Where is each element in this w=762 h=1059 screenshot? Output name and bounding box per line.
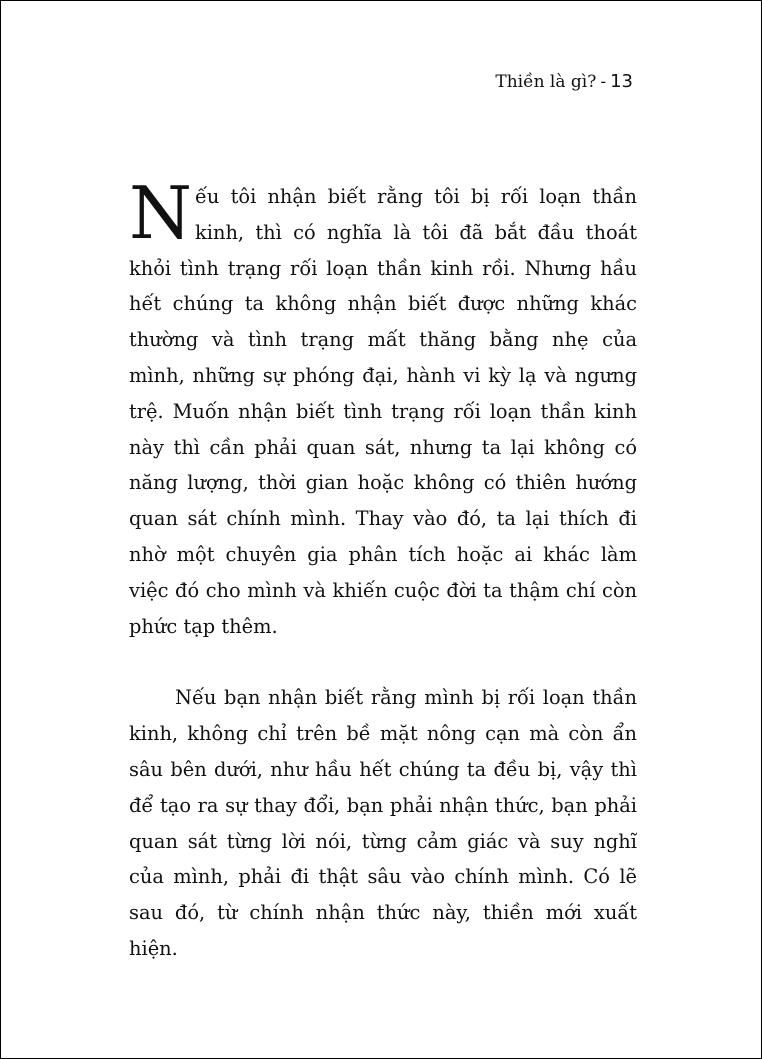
header-separator: - xyxy=(600,72,607,92)
paragraph-1-text: thì có nghĩa là tôi đã bắt đầu thoát khỏi tình trạng rối loạn thần kinh rồi. Nhưng hầu hết chúng ta không nhận biết được những khác thường và tình trạng mất thăng bằng nhẹ của mình, những sự phóng đại, hành vi kỳ lạ và ngưng trệ. Muốn nhận biết tình trạng rối loạn thần kinh này thì cần phải quan sát, nhưng ta lại không có năng lượng, thời gian hoặc không có thiên hướng quan sát chính mình. Thay vào đó, ta lại thích đi nhờ một chuyên gia phân tích hoặc ai khác làm việc đó cho mình và khiến cuộc đời ta thậm chí còn phức tạp thêm. xyxy=(129,220,637,638)
body-text xyxy=(129,171,637,967)
drop-cap: N xyxy=(129,171,192,255)
paragraph-1 xyxy=(129,171,637,644)
page-number: 13 xyxy=(610,71,633,92)
chapter-title: Thiền là gì? xyxy=(495,72,597,92)
running-header xyxy=(495,71,633,92)
paragraph-2: Nếu bạn nhận biết rằng mình bị rối loạn thần kinh, không chỉ trên bề mặt nông cạn mà còn ẩn sâu bên dưới, như hầu hết chúng ta đều bị, vậy thì để tạo ra sự thay đổi, bạn phải nhận thức, bạn phải quan sát từng lời nói, từng cảm giác và suy nghĩ của mình, phải đi thật sâu vào chính mình. Có lẽ sau đó, từ chính nhận thức này, thiền mới xuất hiện. xyxy=(129,686,637,960)
paragraph-1-first-line: ếu tôi nhận biết rằng tôi bị rối loạn thần kinh, xyxy=(195,185,637,244)
